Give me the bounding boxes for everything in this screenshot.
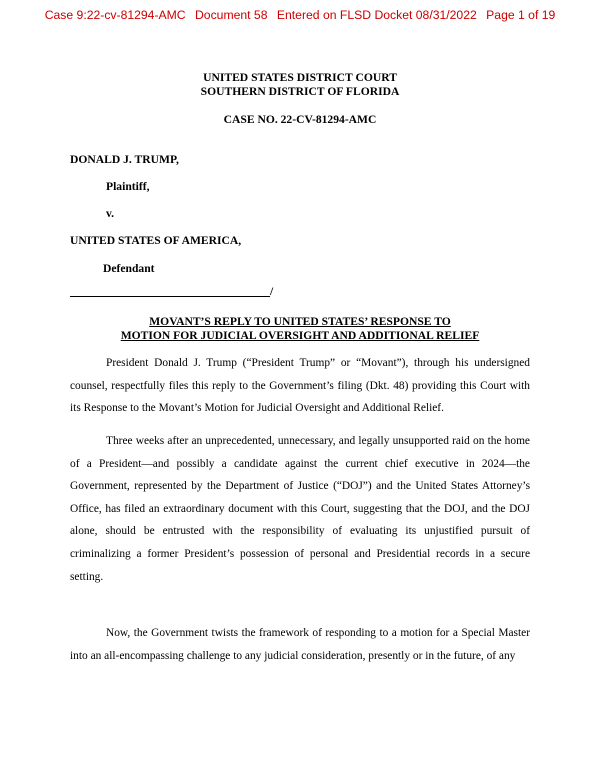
stamp-page-number: Page 1 of 19 bbox=[486, 8, 556, 22]
body-paragraph-1: President Donald J. Trump (“President Trump” or “Movant”), through his undersigned counsel, respectfully files this reply to the Government’s filing (Dkt. 48) providing this Court with its Response to the Movant’s Motion for Judicial Oversight and Additional Relief. bbox=[70, 357, 530, 415]
document-title-line-2: MOTION FOR JUDICIAL OVERSIGHT AND ADDITIONAL RELIEF bbox=[120, 329, 480, 342]
stamp-case-number: Case 9:22-cv-81294-AMC bbox=[44, 8, 186, 22]
body-paragraph-3: Now, the Government twists the framework of responding to a motion for a Special Master into an all-encompassing challenge to any judicial consideration, presently or in the future, of any bbox=[70, 627, 530, 662]
plaintiff-name: DONALD J. TRUMP, bbox=[70, 153, 179, 166]
stamp-entered-date: Entered on FLSD Docket 08/31/2022 bbox=[276, 8, 477, 22]
case-number: CASE NO. 22-CV-81294-AMC bbox=[223, 113, 377, 126]
document-title-line-1: MOVANT’S REPLY TO UNITED STATES’ RESPONSE TO bbox=[149, 315, 451, 328]
defendant-name: UNITED STATES OF AMERICA, bbox=[70, 234, 242, 247]
defendant-role: Defendant bbox=[103, 262, 155, 275]
docket-header-stamp bbox=[0, 8, 600, 22]
caption-divider-slash: / bbox=[270, 285, 274, 298]
court-heading bbox=[0, 71, 600, 99]
document-title bbox=[0, 315, 600, 343]
court-name-line: UNITED STATES DISTRICT COURT bbox=[203, 71, 397, 84]
stamp-document-number: Document 58 bbox=[195, 8, 268, 22]
caption-divider-line bbox=[70, 286, 270, 297]
body-paragraph-2: Three weeks after an unprecedented, unnecessary, and legally unsupported raid on the home of a President—and possibly a candidate against the current chief executive in 2024—the Government, represented by the Department of Justice (“DOJ”) and the United States Attorney’s Office, has filed an extraordinary document with this Court, suggesting that the DOJ, and the DOJ alone, should be entrusted with the responsibility of evaluating its unjustified pursuit of criminalizing a former President’s possession of personal and Presidential records in a secure setting. bbox=[70, 435, 530, 583]
versus-label: v. bbox=[106, 207, 115, 220]
plaintiff-role: Plaintiff, bbox=[106, 180, 150, 193]
court-district-line: SOUTHERN DISTRICT OF FLORIDA bbox=[200, 85, 400, 98]
